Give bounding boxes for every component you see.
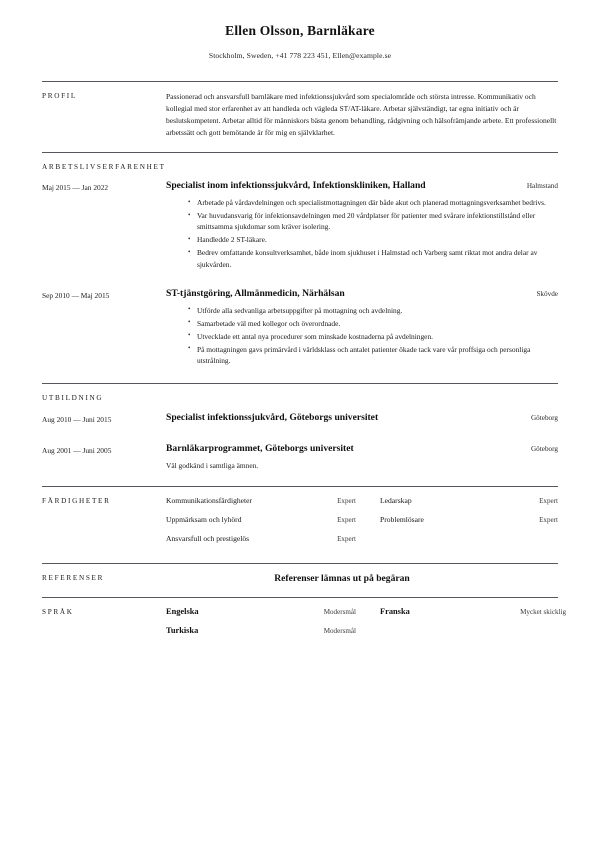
skill-level: Expert (337, 497, 356, 506)
language-level: Modersmål (323, 608, 356, 617)
list-item: • På mottagningen gavs primärvård i världsklass och antalet patienter ökade tack vare vår proffsiga och personliga utstrålning. (188, 344, 558, 367)
section-label-education: UTBILDNING (42, 394, 104, 403)
entry-title: ST-tjänstgöring, Allmänmedicin, Närhälsan (166, 287, 345, 299)
section-label-experience: ARBETSLIVSERFARENHET (42, 163, 166, 172)
entry-date: Aug 2010 — Juni 2015 (42, 415, 112, 425)
entry-date: Maj 2015 — Jan 2022 (42, 183, 109, 193)
entry-location: Göteborg (530, 445, 558, 454)
education-entry (42, 412, 558, 425)
language-level: Modersmål (323, 627, 356, 636)
list-item: • Utvecklade ett antal nya procedurer som minskade kostnaderna på avdelningen. (188, 331, 558, 342)
skill-level: Expert (337, 535, 356, 544)
experience-entry (42, 288, 558, 368)
section-languages (42, 597, 566, 655)
section-skills (42, 486, 558, 563)
skill-row (166, 534, 362, 543)
page-title: Ellen Olsson, Barnläkare (225, 23, 375, 38)
entry-title: Specialist inom infektionssjukvård, Infektionskliniken, Halland (166, 180, 426, 192)
skill-row (362, 496, 558, 505)
section-experience (42, 152, 558, 383)
skill-name: Ledarskap (380, 496, 412, 506)
language-name: Franska (380, 607, 410, 617)
skill-name: Problemlösare (380, 515, 424, 525)
entry-title: Barnläkarprogrammet, Göteborgs universitet (166, 443, 354, 455)
education-entry (42, 443, 558, 471)
entry-note: Väl godkänd i samtliga ämnen. (166, 461, 259, 471)
skill-row (362, 515, 558, 524)
entry-location: Göteborg (530, 414, 558, 423)
list-item: • Var huvudansvarig för infektionsavdelningen med 20 vårdplatser för patienter med svårare infektionstillstånd eller smittsamma sjukdomar som kräver isolering. (188, 210, 558, 233)
skill-name: Ansvarsfull och prestigelös (166, 534, 250, 544)
entry-location: Skövde (536, 289, 558, 298)
profile-text: Passionerad och ansvarsfull barnläkare med infektionssjukvård som specialområde och största intresse. Kommunikativ och kollegial med stor erfarenhet av att handleda och vägleda ST/AT-läkare. Arbetar självständigt, tar egna initiativ och är beslutskompetent. Arbetar alltid för människors bästa genom behandling, rådgivning och hälsofrämjande arbete. Ett professionellt arbetssätt och gott bemötande är för mig en självklarhet. (166, 91, 557, 137)
resume-header (0, 0, 600, 60)
list-item: • Arbetade på vårdavdelningen och specialistmottagningen där både akut och planerad mottagningsverksamhet bedrivs. (188, 197, 558, 208)
skills-column-left (166, 496, 362, 553)
experience-entry (42, 180, 558, 272)
section-label-languages: SPRÅK (42, 608, 74, 617)
entry-title: Specialist infektionssjukvård, Göteborgs universitet (166, 412, 379, 424)
list-item: • Utförde alla sedvanliga arbetsuppgifter på mottagning och avdelning. (188, 305, 558, 316)
section-label-profile: PROFIL (42, 91, 77, 100)
skill-row (166, 515, 362, 524)
skill-level: Expert (539, 497, 558, 506)
skill-name: Kommunikationsfärdigheter (166, 496, 253, 506)
section-profile (42, 81, 558, 153)
language-row (362, 607, 566, 617)
languages-column-left (166, 607, 362, 645)
skills-column-right (362, 496, 558, 553)
language-name: Turkiska (166, 626, 199, 636)
skill-name: Uppmärksam och lyhörd (166, 515, 242, 525)
entry-bullet-list (166, 197, 558, 270)
skill-level: Expert (539, 516, 558, 525)
contact-line: Stockholm, Sweden, +41 778 223 451, Ellen@example.se (208, 50, 392, 60)
entry-location: Halmstand (526, 182, 558, 191)
list-item: • Handledde 2 ST-läkare. (188, 234, 558, 245)
entry-date: Sep 2010 — Maj 2015 (42, 290, 110, 300)
section-label-skills: FÄRDIGHETER (42, 497, 111, 506)
references-text: Referenser lämnas ut på begäran (274, 573, 410, 585)
languages-column-right (362, 607, 566, 645)
language-row (166, 626, 362, 635)
skill-row (166, 496, 362, 505)
section-references (42, 563, 558, 597)
language-row (166, 607, 362, 616)
entry-date: Aug 2001 — Juni 2005 (42, 446, 112, 456)
list-item: • Samarbetade väl med kollegor och överordnade. (188, 318, 558, 329)
skill-level: Expert (337, 516, 356, 525)
language-name: Engelska (166, 607, 199, 617)
section-education (42, 383, 558, 486)
section-label-references: REFERENSER (42, 574, 105, 583)
list-item: • Bedrev omfattande konsultverksamhet, både inom sjukhuset i Halmstad och Varberg samt riktat mot andra delar av sjukvården. (188, 247, 558, 270)
language-level: Mycket skicklig (520, 608, 566, 617)
entry-bullet-list (166, 305, 558, 367)
